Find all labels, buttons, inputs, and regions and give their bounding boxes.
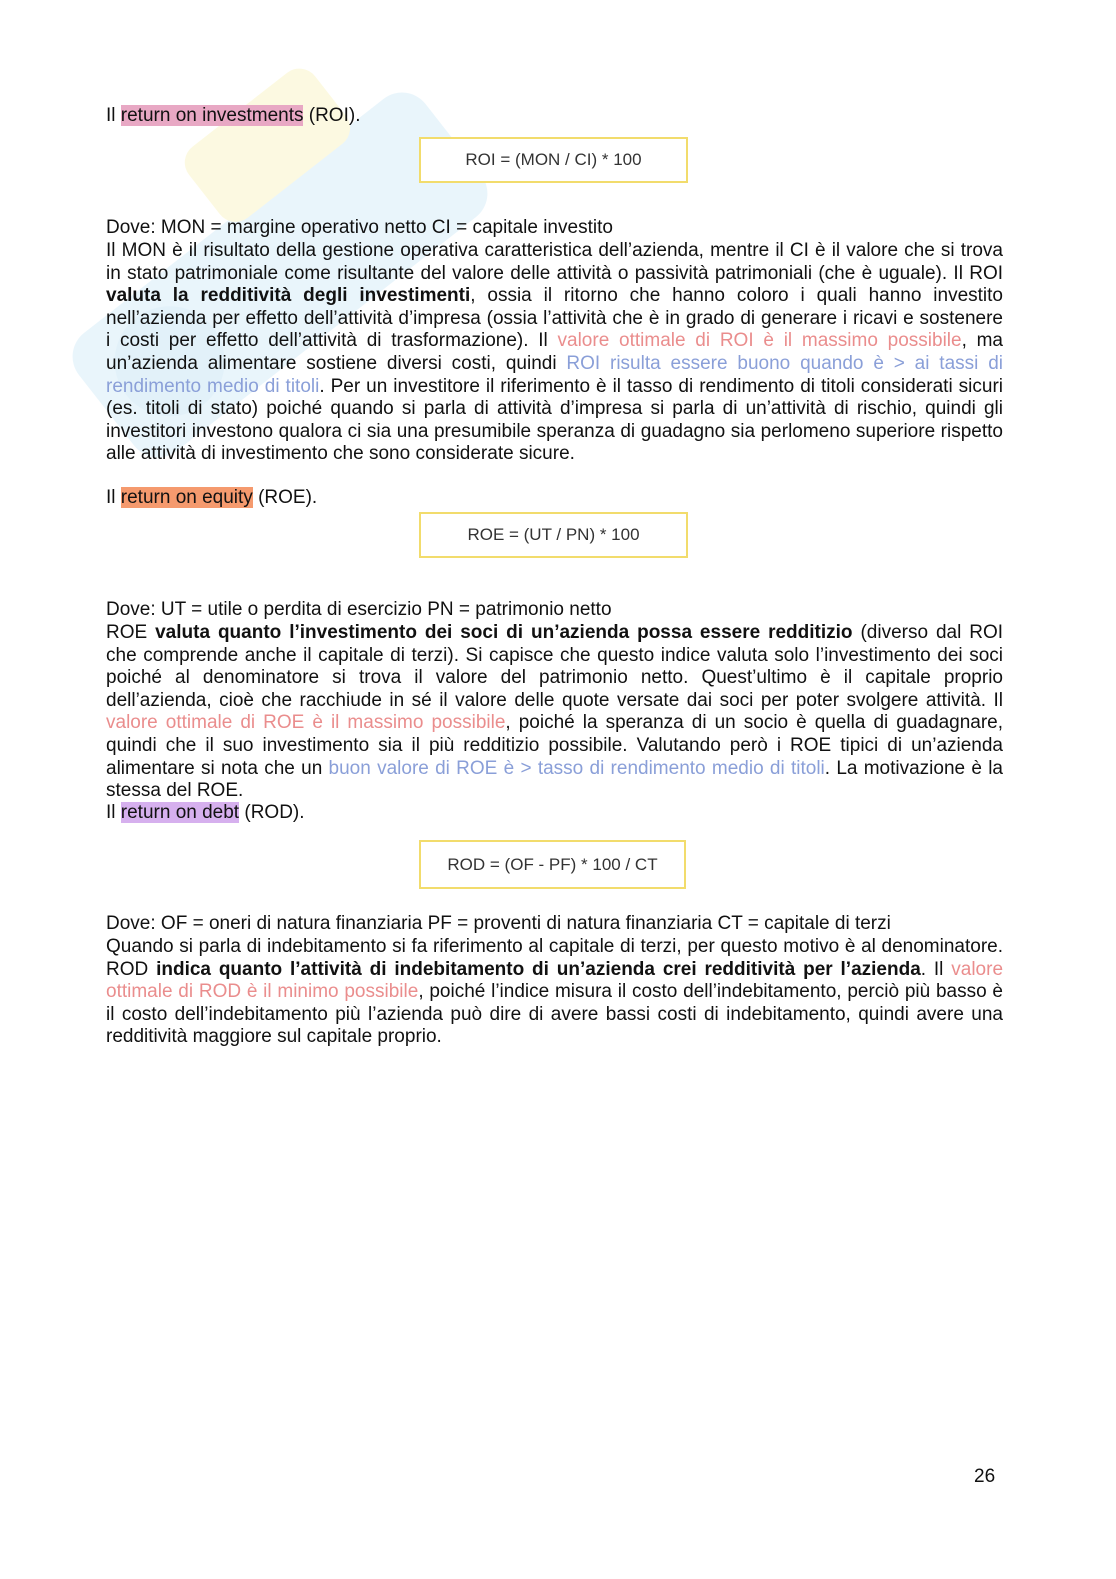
rod-formula: ROD = (OF - PF) * 100 / CT [447,854,658,874]
roi-formula: ROI = (MON / CI) * 100 [465,150,642,169]
roi-paragraph [106,240,1003,466]
rod-term-highlight: return on debt [120,802,240,823]
rod-formula-box [419,840,686,889]
roe-term-highlight: return on equity [120,487,253,508]
roi-text-4: . Per un investitore il riferimento è il tasso di rendimento di titoli considerati sicuri (es. titoli di stato) poiché quando si parla di attività d’impresa si parla di un’attività di rischio, quindi gli investitori investono qualora ci sia una presumibile speranza di guadagno sia perlomeno superiore rispetto alle attività di investimento che sono considerate sicure. [106,375,1003,465]
rod-heading-prefix: Il [106,802,121,823]
roi-heading-suffix: (ROI). [303,105,361,126]
roe-text-2: (diverso dal ROI che comprende anche il capitale di terzi). Si capisce che questo indice valuta solo l’investimento dei soci poiché al denominatore si trova il valore del patrimonio netto. Quest’ultimo è il capitale proprio dell’azienda, cioè che racchiude in sé il valore delle quote versate dai soci per poter svolgere attività. Il [106,622,1004,711]
rod-text-2: . Il [920,958,952,980]
roi-bold-text: valuta la redditività degli investimenti [106,285,471,307]
roe-heading-suffix: (ROE). [252,487,318,508]
roe-heading-prefix: Il [106,487,121,508]
roe-formula-box [419,512,688,558]
roi-formula-box [419,137,688,183]
roi-text-1: Il MON è il risultato della gestione operativa caratteristica dell’azienda, mentre il CI è il valore che si trova in stato patrimoniale come risultante del valore delle attività o passività patrimoniali (che è uguale). Il ROI [106,240,1003,284]
roe-blue-text: buon valore di ROE è > tasso di rendimento medio di titoli [328,757,825,779]
roe-paragraph [106,622,1003,803]
roi-where: Dove: MON = margine operativo netto CI = capitale investito [106,217,613,238]
roe-text-1: ROE [106,622,156,643]
rod-heading [106,802,1003,825]
roe-red-text: valore ottimale di ROE è il massimo possibile [106,712,506,734]
roi-term-highlight: return on investments [120,105,304,126]
roi-blue-text: ROI risulta essere buono quando è > ai tassi di rendimento medio di titoli [106,352,1003,397]
rod-heading-suffix: (ROD). [239,802,305,823]
roi-text-3: , ma un’azienda alimentare sostiene diversi costi, quindi [106,330,1004,374]
roe-text-4: . La motivazione è la stessa del ROE. [106,757,1004,802]
roe-formula: ROE = (UT / PN) * 100 [467,525,640,544]
roe-where: Dove: UT = utile o perdita di esercizio PN = patrimonio netto [106,599,612,620]
roi-heading-prefix: Il [106,105,121,126]
rod-where: Dove: OF = oneri di natura finanziaria PF = proventi di natura finanziaria CT = capitale di terzi [106,913,891,934]
rod-bold-text: indica quanto l’attività di indebitamento di un’azienda crei redditività per l’azienda [156,958,921,980]
roi-heading [106,105,1003,128]
roe-bold-text: valuta quanto l’investimento dei soci di un’azienda possa essere redditizio [155,622,853,643]
roi-red-text: valore ottimale di ROI è il massimo possibile [557,330,962,352]
roi-text-2: , ossia il ritorno che hanno coloro i quali hanno investito nell’azienda per effetto dell’attività d’impresa (ossia l’attività che è in grado di generare i ricavi e sostenere i costi per effetto dell’attività di trasformazione). Il [106,285,1004,352]
page-number: 26 [974,1466,996,1487]
roe-text-3: , poiché la speranza di un socio è quella di guadagnare, quindi che il suo investimento sia il più redditizio possibile. Valutando però i ROE tipici di un’azienda alimentare si nota che un [106,712,1004,779]
roe-heading [106,487,1003,510]
rod-text-3: , poiché l’indice misura il costo dell’indebitamento, perciò più basso è il costo dell’indebitamento più l’azienda può dire di avere bassi costi di indebitamento, quindi avere una redditività maggiore sul capitale proprio. [106,981,1003,1048]
rod-paragraph [106,936,1003,1049]
rod-red-text: valore ottimale di ROD è il minimo possibile [106,958,1004,1003]
rod-text-1: Quando si parla di indebitamento si fa riferimento al capitale di terzi, per questo motivo è al denominatore. ROD [106,936,1003,980]
